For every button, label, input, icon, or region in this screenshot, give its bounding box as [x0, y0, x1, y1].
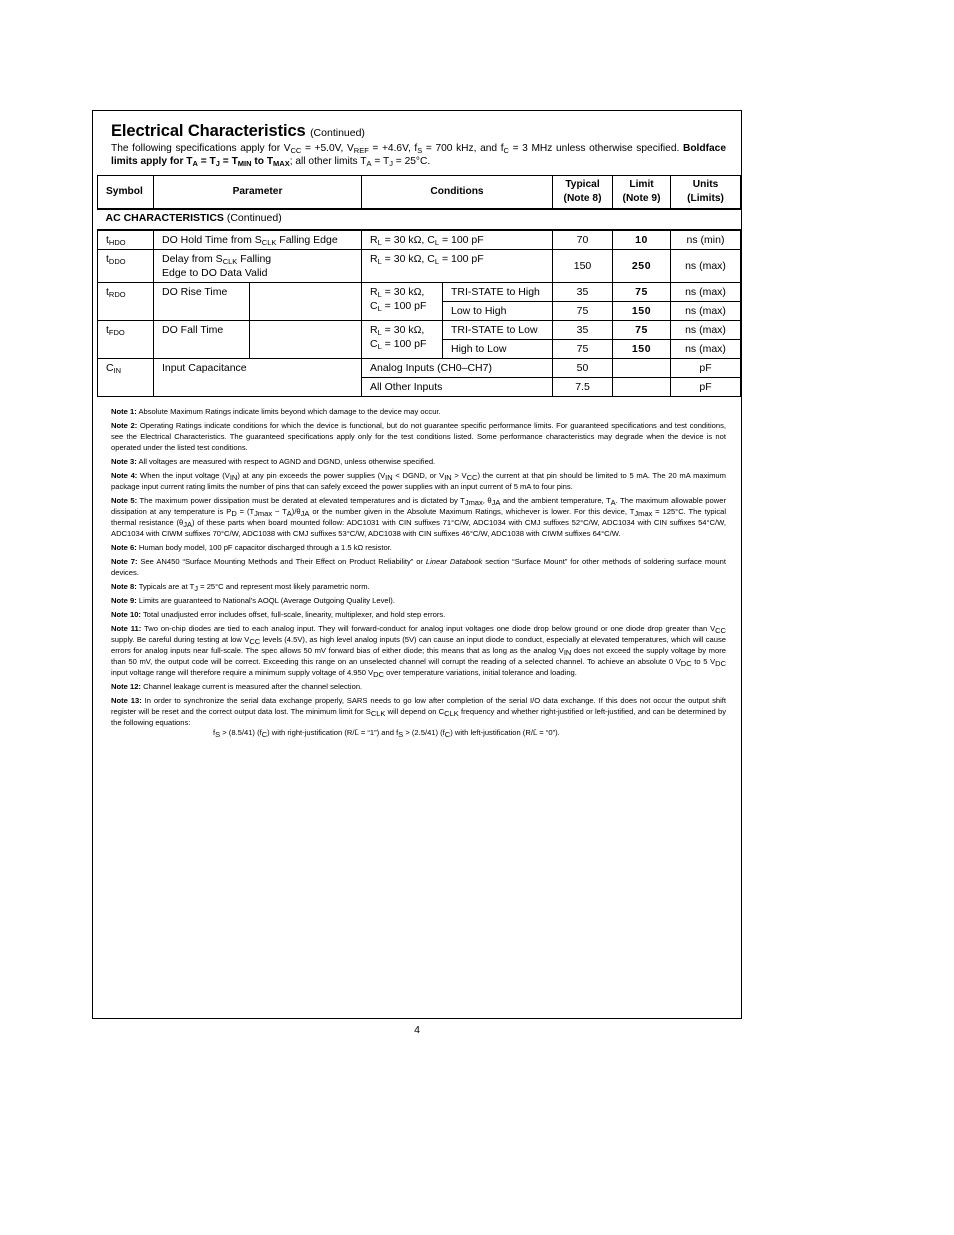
cell-limit — [613, 378, 671, 397]
cell-limit — [613, 359, 671, 378]
note-2: Note 2: Operating Ratings indicate conditions for which the device is functional, but do not guarantee specific performance limits. For guaranteed specifications and test conditions, see the Electrical Characteristics. The guaranteed specifications apply only for the test conditions listed. Some performance characteristics may degrade when the device is not operated under the listed test conditions. — [111, 421, 726, 452]
note-13: Note 13: In order to synchronize the serial data exchange properly, SARS needs to go low after completion of the serial I/O data exchange. If this does not occur the output shift register will be reset and the correct output data lost. The minimum limit for $S_{CLK}$ will depend on $C_{CLK}$ frequency and whether right-justified or left-justified, and can be determined by the following equations: $f_S > (8.5/41)$ $(f_C)$ with right-justification (R/L̄ = “1”) and $f_S > (2.5/41)$ $(f_C)$ with left-justification (R/L̄ = “0”). — [111, 696, 726, 740]
header-conditions: Conditions — [362, 176, 553, 210]
cell-typical: 75 — [553, 302, 613, 321]
cell-units: ns (max) — [671, 283, 741, 302]
cell-symbol: $t_{HDO}$ — [98, 230, 154, 250]
note-1: Note 1: Absolute Maximum Ratings indicate limits beyond which damage to the device may occur. — [111, 407, 441, 416]
note-9: Note 9: Limits are guaranteed to National’s AOQL (Average Outgoing Quality Level). — [111, 596, 395, 606]
note-3: Note 3: All voltages are measured with respect to AGND and DGND, unless otherwise specified. — [111, 456, 436, 466]
page-frame — [92, 110, 742, 1019]
page-number: 4 — [414, 1024, 420, 1036]
title-text: Electrical Characteristics — [111, 122, 306, 140]
cell-limit: 250 — [613, 250, 671, 283]
cell-symbol: $t_{FDO}$ — [98, 321, 154, 359]
section-row — [98, 209, 741, 230]
cell-typical: 35 — [553, 283, 613, 302]
cell-conditions: $R_L = 30$ kΩ, $C_L = 100$ pF — [362, 283, 443, 321]
cell-parameter: DO Hold Time from $S_{CLK}$ Falling Edge — [154, 230, 362, 250]
title-block — [111, 122, 726, 168]
note-5: Note 5: The maximum power dissipation must be derated at elevated temperatures and is dictated by $T_{Jmax}$, $\theta_{JA}$ and the ambient temperature, $T_A$. The maximum allowable power dissipation at any temperature is $P_D = (T_{Jmax} - T_A)/\theta_{JA}$ or the number given in the Absolute Maximum Ratings, whichever is lower. For this device, $T_{Jmax} = 125^\circ C$. The typical thermal resistance $(\theta_{JA})$ of these parts when board mounted follow: ADC1031 with CIN suffixes 71°C/W, ADC1034 with CMJ suffixes 52°C/W, ADC1034 with CIN suffixes 54°C/W, ADC1034 with CIWM suffixes 70°C/W, ADC1038 with CMJ suffixes 53°C/W, ADC1038 with CIN suffixes 46°C/W, ADC1038 with CIWM suffixes 64°C/W. — [111, 496, 727, 538]
cell-typical: 50 — [553, 359, 613, 378]
table-row — [98, 250, 741, 283]
cell-units: pF — [671, 359, 741, 378]
cell-parameter: DO Fall Time — [154, 321, 250, 359]
section-title — [111, 122, 726, 141]
cell-units: pF — [671, 378, 741, 397]
notes-section — [111, 407, 726, 743]
cell-limit: 75 — [613, 321, 671, 340]
note-4: Note 4: When the input voltage $(V_{IN})$ at any pin exceeds the power supplies ($V_{IN}$ < DGND, or $V_{IN} > V_{CC}$) the current at that pin should be limited to 5 mA. The 20 mA maximum package input current rating limits the number of pins that can safely exceed the power supplies with an input current of 5 mA to four pins. — [111, 471, 726, 491]
cell-limit: 150 — [613, 302, 671, 321]
cell-parameter: Delay from $S_{CLK}$ Falling Edge to DO Data Valid — [154, 250, 362, 283]
cell-units: ns (max) — [671, 340, 741, 359]
cell-conditions: All Other Inputs — [362, 378, 553, 397]
cell-conditions: $R_L = 30$ kΩ, $C_L = 100$ pF — [362, 250, 553, 283]
cell-subcondition: TRI-STATE to Low — [443, 321, 553, 340]
note-8: Note 8: Typicals are at $T_J = 25^\circ C$ and represent most likely parametric norm. — [111, 581, 370, 593]
equation: $f_S > (8.5/41)$ $(f_C)$ with right-justification (R/L̄ = “1”) and $f_S > (2.5/41)$ $(f_C)$ with left-justification (R/L̄ = “0”). — [213, 728, 560, 740]
intro-paragraph: The following specifications apply for $V_{CC} = +5.0V$, $V_{REF} = +4.6V$, $f_S = 700$ kHz, and $f_C = 3$ MHz unless otherwise specified. Boldface limits apply for $T_A = T_J = T_{MIN}$ to $T_{MAX}$; all other limits $T_A = T_J = 25^\circ C$. — [111, 143, 726, 168]
header-limit: Limit (Note 9) — [613, 176, 671, 210]
table-row — [98, 359, 741, 378]
table-row — [98, 321, 741, 340]
cell-symbol: $C_{IN}$ — [98, 359, 154, 397]
cell-typical: 35 — [553, 321, 613, 340]
cell-symbol: $t_{RDO}$ — [98, 283, 154, 321]
cell-conditions: Analog Inputs (CH0–CH7) — [362, 359, 553, 378]
header-typical: Typical (Note 8) — [553, 176, 613, 210]
cell-conditions: $R_L = 30$ kΩ, $C_L = 100$ pF — [362, 230, 553, 250]
cell-units: ns (max) — [671, 250, 741, 283]
note-11: Note 11: Two on-chip diodes are tied to each analog input. They will forward-conduct for analog input voltages one diode drop below ground or one diode drop greater than $V_{CC}$ supply. Be careful during testing at low $V_{CC}$ levels (4.5V), as high level analog inputs (5V) can cause an input diode to conduct, especially at elevated temperatures, which will cause errors for analog inputs near full-scale. The spec allows 50 mV forward bias of either diode; this means that as long as the analog $V_{IN}$ does not exceed the supply voltage by more than 50 mV, the output code will be correct. Exceeding this range on an unselected channel will corrupt the reading of a selected channel. To achieve an absolute 0 $V_{DC}$ to 5 $V_{DC}$ input voltage range will therefore require a minimum supply voltage of 4.950 $V_{DC}$ over temperature variations, initial tolerance and loading. — [111, 624, 726, 679]
cell-subcondition: Low to High — [443, 302, 553, 321]
header-units: Units (Limits) — [671, 176, 741, 210]
cell-parameter-blank — [250, 283, 362, 321]
cell-limit: 10 — [613, 230, 671, 250]
cell-units: ns (max) — [671, 321, 741, 340]
cell-typical: 150 — [553, 250, 613, 283]
cell-subcondition: High to Low — [443, 340, 553, 359]
header-symbol: Symbol — [98, 176, 154, 210]
cell-limit: 150 — [613, 340, 671, 359]
cell-typical: 70 — [553, 230, 613, 250]
cell-parameter-blank — [250, 321, 362, 359]
cell-typical: 7.5 — [553, 378, 613, 397]
title-continued: (Continued) — [310, 127, 365, 139]
specifications-table — [97, 175, 741, 397]
cell-symbol: $t_{DDO}$ — [98, 250, 154, 283]
table-row — [98, 230, 741, 250]
cell-typical: 75 — [553, 340, 613, 359]
cell-limit: 75 — [613, 283, 671, 302]
cell-parameter: DO Rise Time — [154, 283, 250, 321]
cell-units: ns (min) — [671, 230, 741, 250]
note-10: Note 10: Total unadjusted error includes offset, full-scale, linearity, multiplexer, and hold step errors. — [111, 610, 446, 620]
cell-parameter: Input Capacitance — [154, 359, 362, 397]
note-6: Note 6: Human body model, 100 pF capacitor discharged through a 1.5 kΩ resistor. — [111, 542, 392, 552]
note-12: Note 12: Channel leakage current is measured after the channel selection. — [111, 681, 363, 691]
cell-conditions: $R_L = 30$ kΩ, $C_L = 100$ pF — [362, 321, 443, 359]
table-header-row — [98, 176, 741, 210]
cell-units: ns (max) — [671, 302, 741, 321]
cell-subcondition: TRI-STATE to High — [443, 283, 553, 302]
header-parameter: Parameter — [154, 176, 362, 210]
note-7: Note 7: See AN450 “Surface Mounting Methods and Their Effect on Product Reliability” or Linear Databook section “Surface Mount” for other methods of soldering surface mount devices. — [111, 556, 726, 577]
table-row — [98, 283, 741, 302]
section-label: AC CHARACTERISTICS (Continued) — [98, 209, 741, 230]
